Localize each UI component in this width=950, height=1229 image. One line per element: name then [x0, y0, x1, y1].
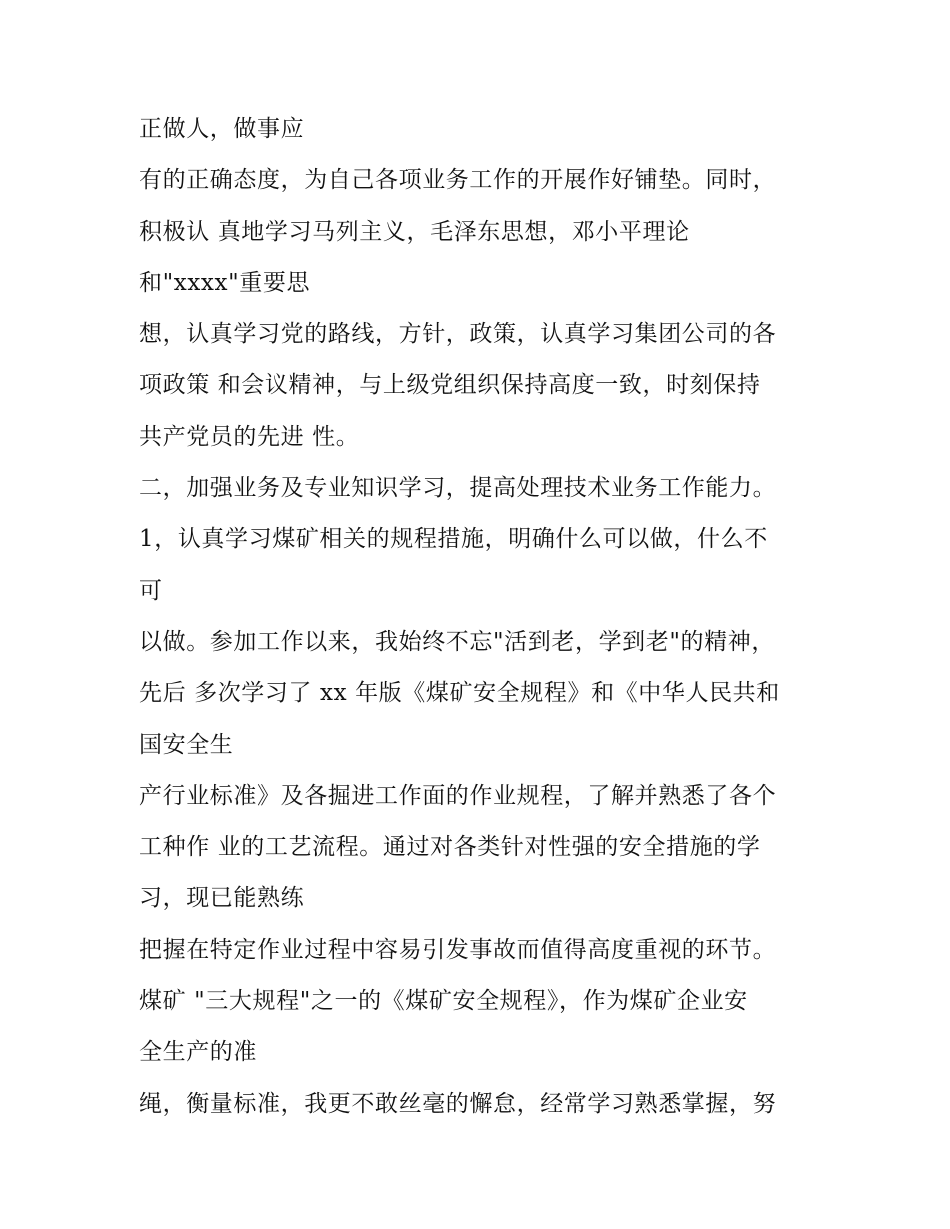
text-line: 煤矿 "三大规程"之一的《煤矿安全规程》，作为煤矿企业安 [139, 988, 748, 1015]
text-line: 可 [139, 577, 163, 604]
text-line: 先后 多次学习了 xx 年版《煤矿安全规程》和《中华人民共和 [139, 680, 780, 707]
text-line: 工种作 业的工艺流程。通过对各类针对性强的安全措施的学 [139, 834, 761, 861]
text-line: 产行业标准》及各掘进工作面的作业规程，了解并熟悉了各个 [139, 782, 777, 809]
text-line: 把握在特定作业过程中容易引发事故而值得高度重视的环节。 [139, 936, 777, 963]
text-line: 和"xxxx"重要思 [139, 269, 311, 296]
text-line: 积极认 真地学习马列主义，毛泽东思想，邓小平理论 [139, 218, 690, 245]
text-line: 1，认真学习煤矿相关的规程措施，明确什么可以做，什么不 [139, 526, 768, 553]
text-line: 正做人，做事应 [139, 116, 305, 142]
text-line: 绳，衡量标准，我更不敢丝毫的懈怠，经常学习熟悉掌握，努 [139, 1090, 777, 1117]
text-line: 项政策 和会议精神，与上级党组织保持高度一致，时刻保持 [139, 372, 761, 399]
text-line: 二，加强业务及专业知识学习，提高处理技术业务工作能力。 [139, 475, 777, 502]
text-line: 共产党员的先进 性。 [139, 423, 360, 450]
text-line: 有的正确态度，为自己各项业务工作的开展作好铺垫。同时， [139, 167, 777, 194]
text-line: 国安全生 [139, 731, 234, 758]
text-line: 习，现已能熟练 [139, 885, 305, 912]
text-line: 全生产的准 [139, 1039, 257, 1066]
text-line: 以做。参加工作以来，我始终不忘"活到老，学到老"的精神， [139, 628, 775, 655]
text-line: 想，认真学习党的路线，方针，政策，认真学习集团公司的各 [139, 321, 777, 348]
document-body [139, 107, 839, 1133]
